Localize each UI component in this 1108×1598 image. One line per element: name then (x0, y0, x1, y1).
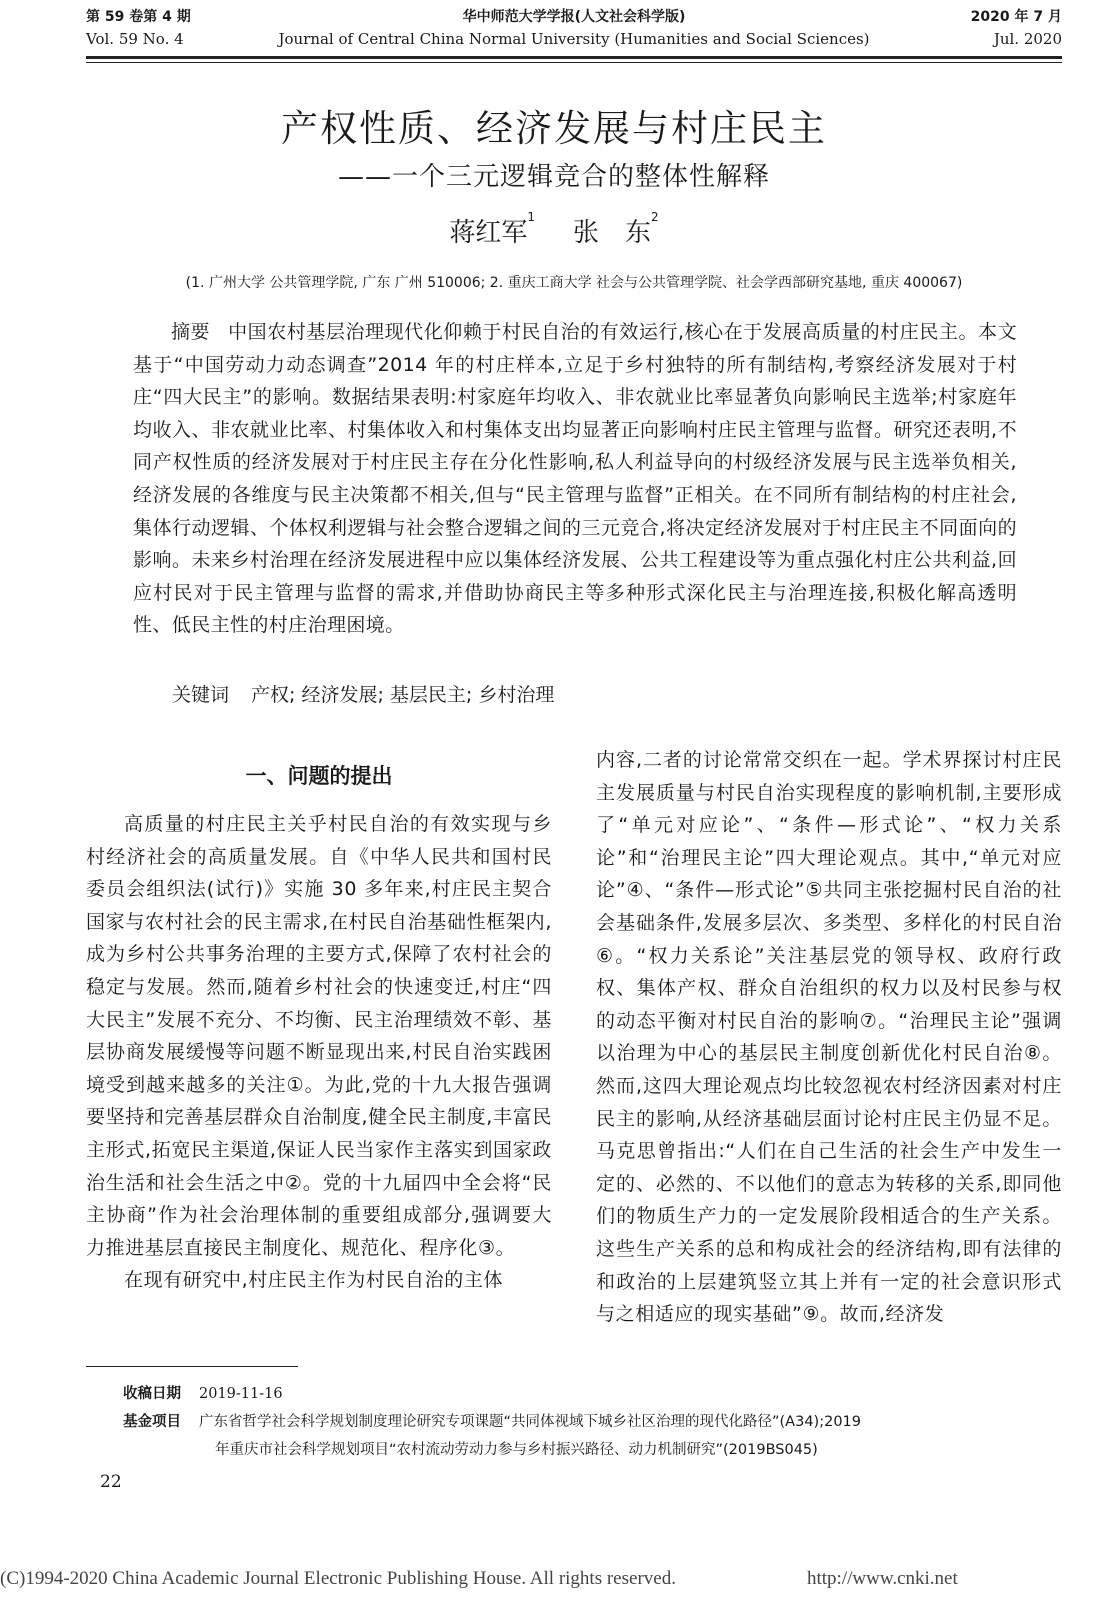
author-name: 张 东 (573, 218, 652, 248)
copyright-text: (C)1994-2020 China Academic Journal Electronic Publishing House. All rights reserved. (0, 1568, 676, 1589)
received-date-line (123, 1380, 1063, 1408)
fund-text-1: 广东省哲学社会科学规划制度理论研究专项课题“共同体视域下城乡社区治理的现代化路径”(A34);2019 (199, 1414, 861, 1430)
footnote (123, 1380, 1063, 1464)
copyright-line (0, 1568, 1108, 1590)
date-cn: 2020 年 7 月 (970, 9, 1062, 25)
article-subtitle: ——一个三元逻辑竞合的整体性解释 (337, 162, 770, 192)
fund-text-2: 年重庆市社会科学规划项目“农村流动劳动力参与乡村振兴路径、动力机制研究”(2019BS045) (215, 1442, 818, 1458)
received-label: 收稿日期 (123, 1386, 181, 1402)
keywords-text: 产权; 经济发展; 基层民主; 乡村治理 (251, 684, 555, 706)
author-affiliation-mark: 2 (651, 210, 659, 224)
header-rule-thick (86, 56, 1062, 59)
abstract-text: 中国农村基层治理现代化仰赖于村民自治的有效运行,核心在于发展高质量的村庄民主。本文基于“中国劳动力动态调查”2014 年的村庄样本,立足于乡村独特的所有制结构,考察经济发展对于村庄“四大民主”的影响。数据结果表明:村家庭年均收入、非农就业比率显著负向影响民主选举;村家庭年均收入、非农就业比率、村集体收入和村集体支出均显著正向影响村庄民主管理与监督。研究还表明,不同产权性质的经济发展对于村庄民主存在分化性影响,私人利益导向的村级经济发展与民主选举负相关,经济发展的各维度与民主决策都不相关,但与“民主管理与监督”正相关。在不同所有制结构的村庄社会,集体行动逻辑、个体权利逻辑与社会整合逻辑之间的三元竞合,将决定经济发展对于村庄民主不同面向的影响。未来乡村治理在经济发展进程中应以集体经济发展、公共工程建设等为重点强化村庄公共利益,回应村民对于民主管理与监督的需求,并借助协商民主等多种形式深化民主与治理连接,积极化解高透明性、低民主性的村庄治理困境。 (133, 321, 1017, 637)
fund-line (123, 1408, 1063, 1464)
body-paragraph: 在现有研究中,村庄民主作为村民自治的主体 (124, 1269, 504, 1292)
abstract-label: 摘要 (171, 321, 211, 343)
received-date: 2019-11-16 (199, 1386, 283, 1402)
body-column-right (596, 744, 1062, 1331)
cnki-link[interactable]: http://www.cnki.net (807, 1568, 958, 1589)
issue-date (971, 6, 1062, 50)
abstract (133, 316, 1017, 642)
affiliation: (1. 广州大学 公共管理学院, 广东 广州 510006; 2. 重庆工商大学 社会与公共管理学院、社会学西部研究基地, 重庆 400067) (185, 275, 963, 291)
footnote-rule (86, 1366, 298, 1367)
author-name: 蒋红军 (449, 218, 528, 248)
section-heading: 一、问题的提出 (245, 764, 393, 788)
volume-en: Vol. 59 No. 4 (86, 30, 184, 48)
journal-info (86, 6, 1062, 50)
keywords (172, 680, 554, 707)
header-rule-thin (86, 62, 1062, 63)
fund-label: 基金项目 (123, 1414, 181, 1430)
keywords-label: 关键词 (172, 684, 230, 706)
body-paragraph: 高质量的村庄民主关乎村民自治的有效实现与乡村经济社会的高质量发展。自《中华人民共和国村民委员会组织法(试行)》实施 30 多年来,村庄民主契合国家与农村社会的民主需求,在村民自治基础性框架内,成为乡村公共事务治理的主要方式,保障了农村社会的稳定与发展。然而,随着乡村社会的快速变迁,村庄“四大民主”发展不充分、不均衡、民主治理绩效不彰、基层协商发展缓慢等问题不断显现出来,村民自治实践困境受到越来越多的关注①。为此,党的十九大报告强调要坚持和完善基层群众自治制度,健全民主制度,丰富民主形式,拓宽民主渠道,保证人民当家作主落实到国家政治生活和社会生活之中②。党的十九届四中全会将“民主协商”作为社会治理体制的重要组成部分,强调要大力推进基层直接民主制度化、规范化、程序化③。 (86, 813, 552, 1259)
author-list (0, 212, 1108, 249)
body-paragraph: 内容,二者的讨论常常交织在一起。学术界探讨村庄民主发展质量与村民自治实现程度的影响机制,主要形成了“单元对应论”、“条件—形式论”、“权力关系论”和“治理民主论”四大理论观点。其中,“单元对应论”④、“条件—形式论”⑤共同主张挖掘村民自治的社会基础条件,发展多层次、多类型、多样化的村民自治⑥。“权力关系论”关注基层党的领导权、政府行政权、集体产权、群众自治组织的权力以及村民参与权的动态平衡对村民自治的影响⑦。“治理民主论”强调以治理为中心的基层民主制度创新优化村民自治⑧。然而,这四大理论观点均比较忽视农村经济因素对村庄民主的影响,从经济基础层面讨论村庄民主仍显不足。马克思曾指出:“人们在自己生活的社会生产中发生一定的、必然的、不以他们的意志为转移的关系,即同他们的物质生产力的一定发展阶段相适合的生产关系。这些生产关系的总和构成社会的经济结构,即有法律的和政治的上层建筑竖立其上并有一定的社会意识形式与之相适应的现实基础”⑨。故而,经济发 (596, 749, 1062, 1326)
journal-name-en: Journal of Central China Normal University (Humanities and Social Sciences) (278, 30, 870, 48)
date-en: Jul. 2020 (993, 30, 1062, 48)
body-column-left (86, 808, 552, 1297)
page-number: 22 (100, 1472, 122, 1492)
running-header (86, 6, 1062, 56)
author-affiliation-mark: 1 (527, 210, 535, 224)
article-title: 产权性质、经济发展与村庄民主 (281, 107, 827, 150)
journal-name-cn: 华中师范大学学报(人文社会科学版) (462, 9, 686, 25)
volume-cn: 第 59 卷第 4 期 (86, 9, 191, 25)
